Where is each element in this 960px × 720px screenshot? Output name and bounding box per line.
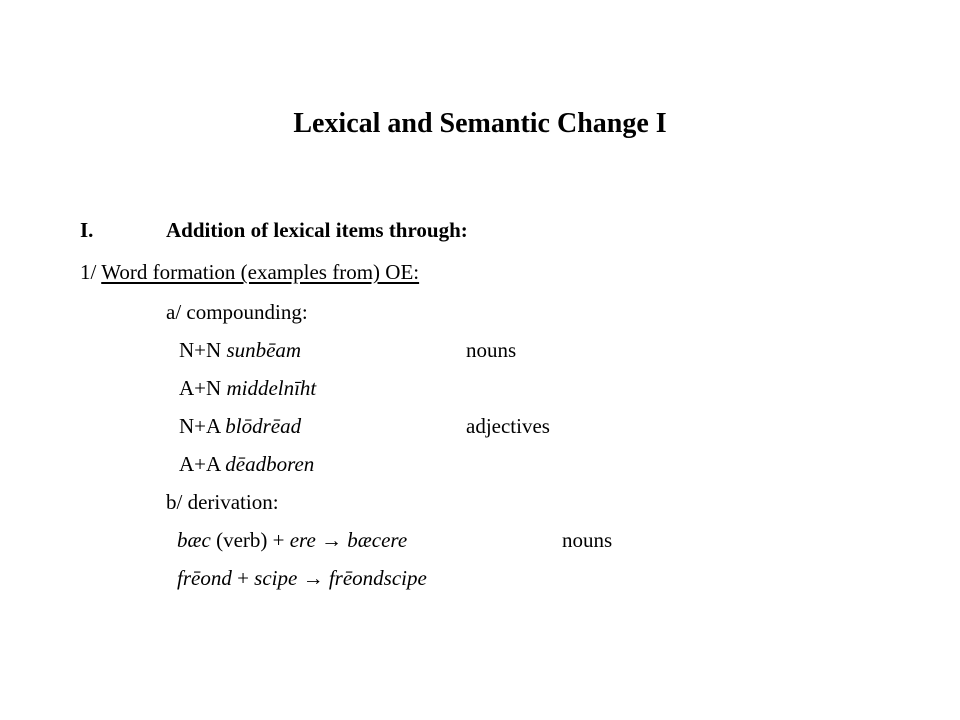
compound-example — [179, 452, 314, 477]
arrow-icon: → — [315, 528, 348, 552]
derivation-category: nouns — [562, 528, 613, 552]
compounding-label: a/ compounding: — [166, 300, 308, 324]
compound-example — [179, 376, 316, 401]
derivation-affix: ere — [289, 528, 316, 552]
subsection-line — [80, 260, 419, 285]
subsection-number: 1/ — [80, 260, 102, 284]
section-numeral: I. — [80, 218, 94, 242]
slide-title: Lexical and Semantic Change I — [293, 108, 667, 139]
derivation-example — [177, 528, 407, 553]
derivation-result: frēondscipe — [328, 566, 427, 590]
compound-category: nouns — [466, 338, 517, 362]
compound-word: blōdrēad — [225, 414, 302, 438]
compound-word: sunbēam — [226, 338, 302, 362]
compound-pattern: A+A — [179, 452, 226, 476]
derivation-base-note: + — [231, 566, 255, 590]
compound-pattern: N+N — [179, 338, 227, 362]
compound-pattern: N+A — [179, 414, 226, 438]
derivation-base: frēond — [177, 566, 232, 590]
section-heading: Addition of lexical items through: — [166, 218, 468, 242]
derivation-label: b/ derivation: — [166, 490, 279, 514]
compound-pattern: A+N — [179, 376, 227, 400]
derivation-affix: scipe — [254, 566, 298, 590]
compound-category: adjectives — [466, 414, 550, 438]
derivation-example — [177, 566, 427, 591]
derivation-base-note: (verb) + — [210, 528, 290, 552]
compound-word: middelnīht — [226, 376, 317, 400]
arrow-icon: → — [297, 566, 329, 590]
subsection-label: Word formation (examples from) OE: — [101, 260, 420, 284]
compound-word: dēadboren — [225, 452, 315, 476]
compound-example — [179, 414, 301, 439]
derivation-result: bæcere — [347, 528, 408, 552]
compound-example — [179, 338, 301, 363]
derivation-base: bæc — [177, 528, 211, 552]
